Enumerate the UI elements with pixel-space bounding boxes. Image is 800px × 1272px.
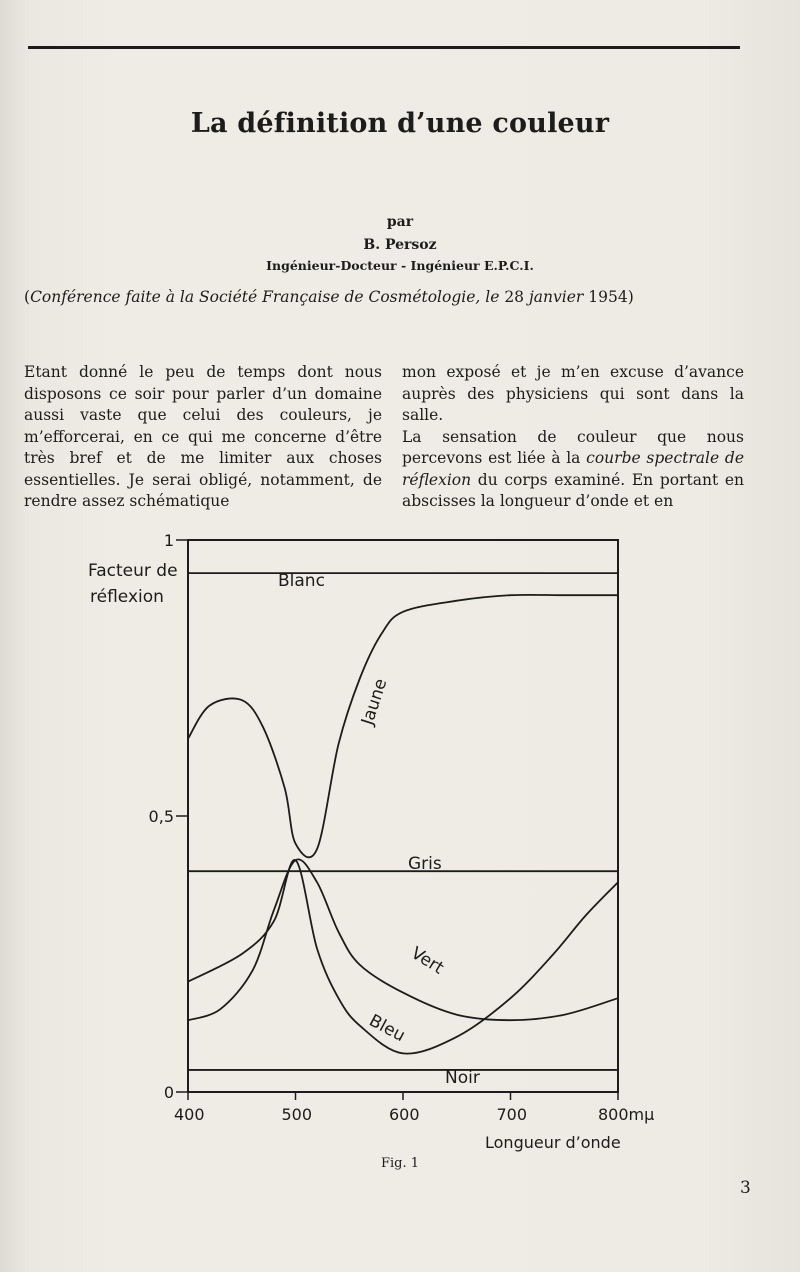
spectral-curve-term: courbe spectrale de réflexion — [402, 449, 744, 489]
byline-par: par — [386, 214, 414, 230]
x-tick-label-4: 800mμ — [598, 1105, 655, 1124]
page-number: 3 — [740, 1178, 751, 1198]
right-paragraph-2: La sensation de couleur que nous percevons est liée à la courbe spectrale de réflexion du corps examiné. En portant en abscisses la longueur d’onde et en — [402, 427, 744, 510]
intro-paragraph: Etant donné le peu de temps dont nous disposons ce soir pour parler d’un domaine aussi vaste que celui des couleurs, je m’efforcerai, en ce qui me concerne d’être très bref et de me limiter aux choses essentielles. Je serai obligé, notamment, de rendre assez schématique — [24, 363, 382, 510]
y-axis-label — [88, 561, 183, 607]
series-label-bleu: Bleu — [365, 1010, 409, 1047]
conference-note: (Conférence faite à la Société Française de Cosmétologie, le 28 janvier 1954) — [24, 288, 634, 306]
author-name: B. Persoz — [363, 237, 437, 253]
y-tick-label-0: 0 — [163, 1083, 174, 1102]
series-label-vert: Vert — [407, 943, 448, 979]
x-tick-label-3: 700 — [496, 1105, 528, 1124]
right-paragraph-1: mon exposé et je m’en excuse d’avance auprès des physiciens qui sont dans la salle. — [402, 363, 744, 424]
series-label-jaune: Jaune — [357, 676, 392, 728]
series-line-vert — [188, 859, 618, 1020]
y-axis-label-line-2: réflexion — [90, 587, 164, 607]
article-title: La définition d’une couleur — [190, 108, 610, 139]
y-tick-label-1: 0,5 — [148, 807, 174, 826]
y-tick-label-2: 1 — [163, 531, 174, 550]
reflectance-chart — [88, 528, 710, 1152]
x-tick-label-0: 400 — [174, 1105, 205, 1124]
series-label-blanc: Blanc — [278, 571, 325, 591]
figure-1 — [88, 528, 710, 1152]
left-column — [24, 362, 382, 513]
series-label-gris: Gris — [408, 854, 442, 874]
y-axis-label-line-1: Facteur de — [88, 561, 178, 581]
x-tick-label-2: 600 — [389, 1105, 420, 1124]
x-tick-label-1: 500 — [281, 1105, 313, 1124]
top-rule — [28, 46, 740, 49]
figure-caption: Fig. 1 — [380, 1156, 420, 1171]
author-role: Ingénieur-Docteur - Ingénieur E.P.C.I. — [266, 258, 534, 273]
plot-frame — [188, 540, 618, 1092]
series-line-jaune — [188, 595, 618, 858]
series-label-noir: Noir — [445, 1068, 480, 1088]
x-axis-label: Longueur d’onde — [485, 1133, 621, 1152]
right-column — [402, 362, 744, 513]
